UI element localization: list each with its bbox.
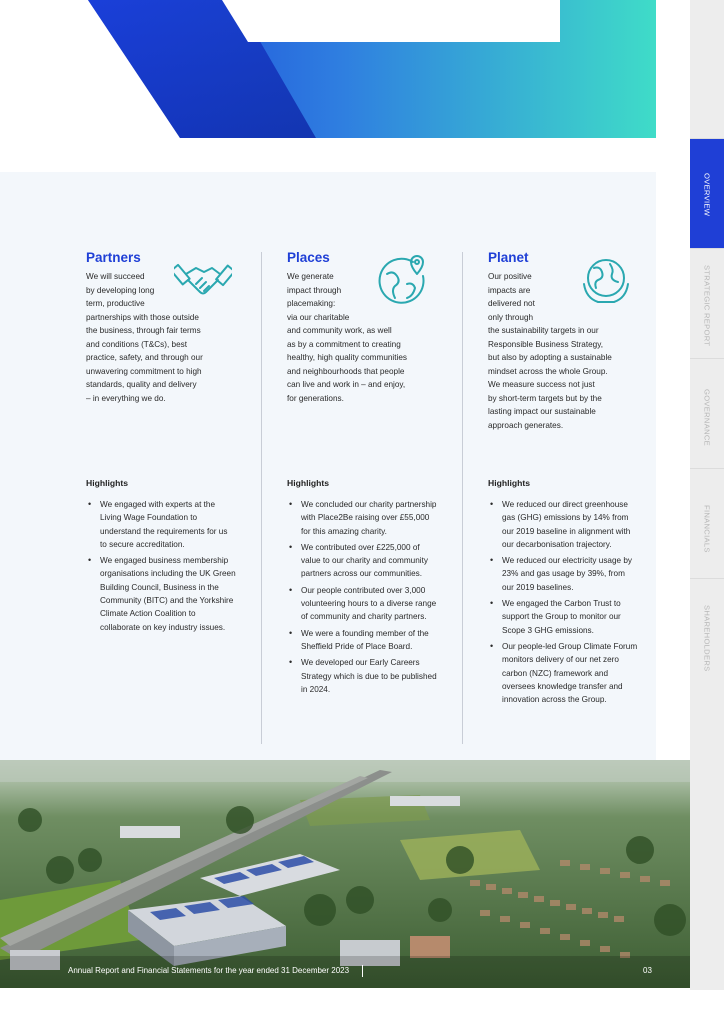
nav-tab-financials[interactable] [690, 468, 724, 578]
aerial-photo [0, 760, 690, 988]
places-column [287, 250, 445, 405]
planet-highlights-list [488, 498, 638, 709]
list-item: • We were a founding member of the Sheffield Pride of Place Board. [287, 627, 437, 654]
nav-tab-governance[interactable] [690, 358, 724, 468]
intro-line: and community work, as well [287, 326, 392, 335]
intro-line: and neighbourhoods that people [287, 366, 405, 376]
globe-pin-icon [377, 254, 431, 308]
nav-tab-label: OVERVIEW [702, 173, 712, 217]
intro-line: for generations. [287, 393, 344, 403]
list-item: • We developed our Early Careers Strategy which is due to be published in 2024. [287, 656, 437, 696]
intro-line: standards, quality and delivery [86, 380, 197, 389]
intro-line: We will succeed [86, 272, 145, 281]
partners-column [86, 250, 244, 405]
intro-line: by short-term targets but by the [488, 393, 602, 403]
intro-line: delivered not [488, 299, 535, 308]
footer-report-title: Annual Report and Financial Statements for the year ended 31 December 2023 [68, 966, 350, 975]
list-item: • We concluded our charity partnership with Place2Be raising over £55,000 for this amazing charity. [287, 498, 437, 538]
intro-line: impacts are [488, 285, 531, 295]
list-item: • We reduced our direct greenhouse gas (GHG) emissions by 14% from our 2019 baseline in alignment with our decarbonisation trajectory. [488, 498, 638, 551]
nav-tab-strategic-report[interactable] [690, 248, 724, 358]
intro-line: We measure success not just [488, 380, 595, 389]
intro-line: lasting impact our sustainable [488, 407, 596, 416]
column-divider [462, 252, 463, 744]
intro-line: practice, safety, and through our [86, 353, 203, 362]
partners-highlights-title: Highlights [86, 478, 129, 488]
list-item: • We engaged the Carbon Trust to support the Group to monitor our Scope 3 GHG emissions. [488, 597, 638, 637]
nav-tab-label: GOVERNANCE [702, 389, 712, 447]
intro-line: – in everything we do. [86, 393, 166, 403]
intro-line: unwavering commitment to high [86, 366, 202, 376]
list-item: • We engaged business membership organisations including the UK Green Building Council, Business in the Community (BITC) and the Yorkshire Climate Action Coalition to collaborate on key industry issues. [86, 554, 236, 634]
nav-tab-label: STRATEGIC REPORT [702, 265, 712, 347]
intro-line: impact through [287, 285, 342, 295]
list-item: • We contributed over £225,000 of value to our charity and community partners across our communities. [287, 541, 437, 581]
places-highlights-list [287, 498, 437, 699]
nav-tab-label: FINANCIALS [702, 505, 712, 553]
intro-line: We generate [287, 272, 334, 281]
nav-tab-overview[interactable] [690, 138, 724, 248]
list-item: • Our people contributed over 3,000 volunteering hours to a diverse range of community and charity partners. [287, 584, 437, 624]
intro-line: can live and work in – and enjoy, [287, 380, 406, 389]
list-item: • We reduced our electricity usage by 23% and gas usage by 39%, from our 2019 baselines. [488, 554, 638, 594]
planet-title: Planet [488, 250, 529, 265]
nav-tab-shareholders[interactable] [690, 578, 724, 688]
intro-line: by developing long [86, 285, 155, 295]
handshake-icon [174, 254, 232, 300]
intro-line: partnerships with those outside [86, 312, 199, 322]
intro-line: only through [488, 312, 534, 322]
intro-line: the business, through fair terms [86, 326, 201, 335]
intro-line: Our positive [488, 272, 532, 281]
column-divider [261, 252, 262, 744]
partners-highlights-list [86, 498, 236, 637]
intro-line: term, productive [86, 299, 145, 308]
nav-tab-label: SHAREHOLDERS [702, 605, 712, 672]
intro-line: healthy, high quality communities [287, 353, 407, 362]
intro-line: Responsible Business Strategy, [488, 339, 603, 349]
planet-column [488, 250, 646, 432]
intro-line: and conditions (T&Cs), best [86, 339, 188, 349]
intro-line: via our charitable [287, 312, 350, 322]
globe-hands-icon [580, 254, 632, 306]
partners-title: Partners [86, 250, 141, 265]
page-number: 03 [643, 966, 652, 975]
intro-line: the sustainability targets in our [488, 326, 599, 335]
intro-line: placemaking: [287, 299, 336, 308]
header-banner [0, 0, 656, 140]
list-item: • Our people-led Group Climate Forum monitors delivery of our net zero carbon (NZC) framework and oversees knowledge transfer and innovation across the Group. [488, 640, 638, 706]
places-highlights-title: Highlights [287, 478, 330, 488]
intro-line: as by a commitment to creating [287, 339, 401, 349]
intro-line: but also by adopting a sustainable [488, 353, 612, 362]
planet-highlights-title: Highlights [488, 478, 531, 488]
intro-line: mindset across the whole Group. [488, 366, 608, 376]
places-title: Places [287, 250, 330, 265]
section-nav [690, 0, 724, 990]
intro-line: approach generates. [488, 420, 564, 430]
list-item: • We engaged with experts at the Living Wage Foundation to understand the requirements for us to secure accreditation. [86, 498, 236, 551]
